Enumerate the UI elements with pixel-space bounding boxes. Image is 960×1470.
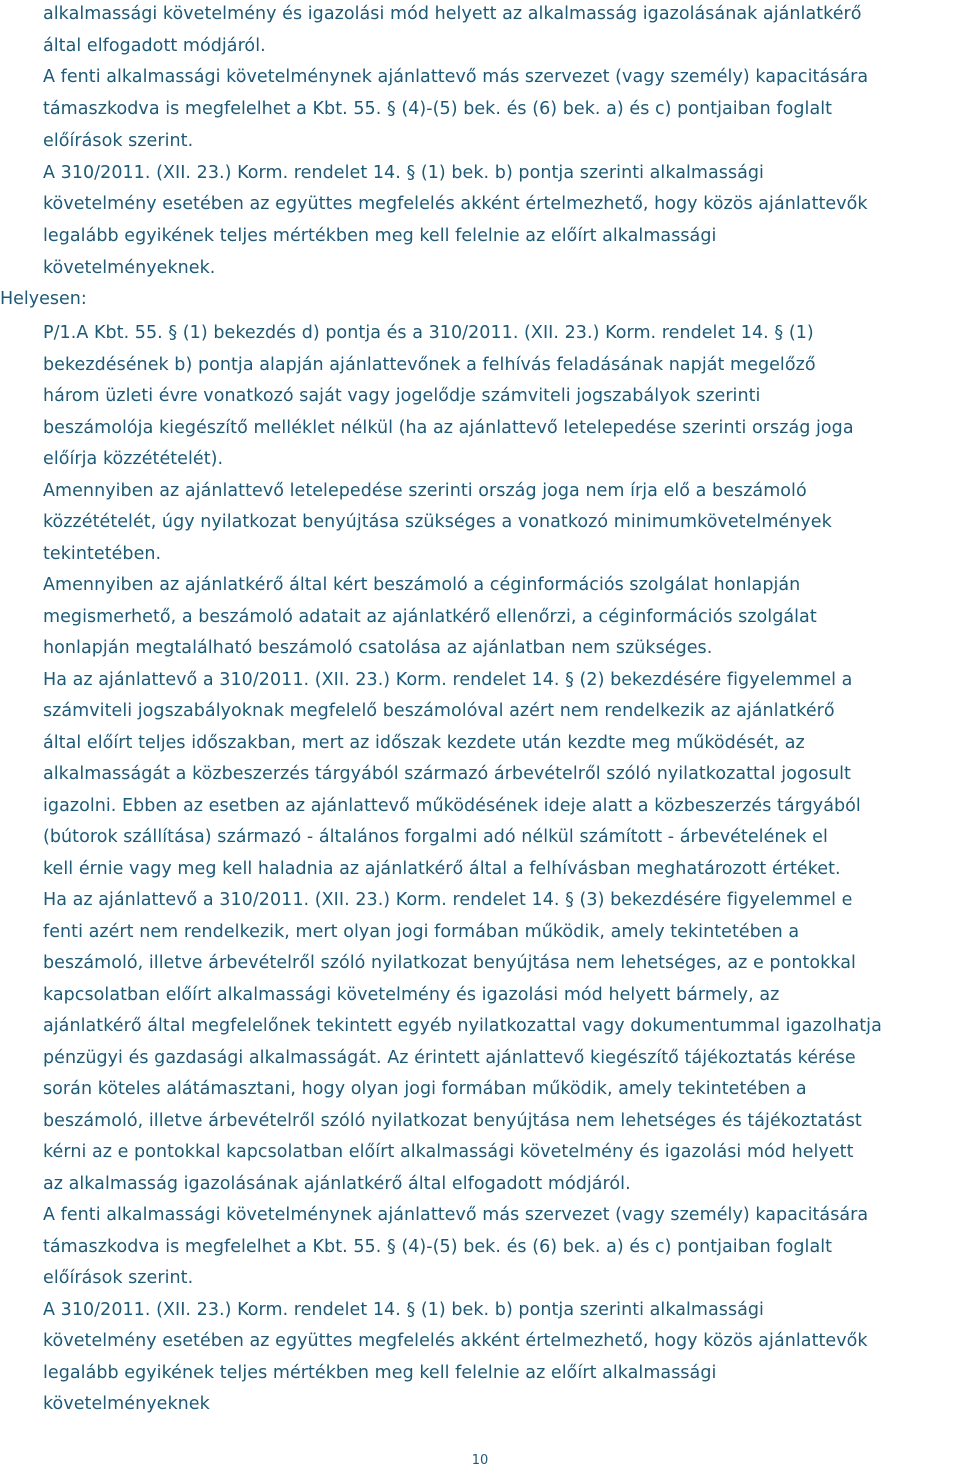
text-line: Amennyiben az ajánlatkérő által kért beszámoló a céginformációs szolgálat honlapján bbox=[43, 575, 801, 595]
text-line: kapcsolatban előírt alkalmassági követelmény és igazolási mód helyett bármely, az bbox=[43, 984, 780, 1005]
page-number: 10 bbox=[471, 1453, 489, 1468]
text-line: Ha az ajánlattevő a 310/2011. (XII. 23.) Korm. rendelet 14. § (3) bekezdésére figyelemmel e bbox=[43, 890, 853, 910]
text-line: kérni az e pontokkal kapcsolatban előírt alkalmassági követelmény és igazolási mód helyett bbox=[43, 1142, 854, 1162]
text-line: követelményeknek bbox=[43, 1394, 210, 1414]
text-line: támaszkodva is megfelelhet a Kbt. 55. § (4)-(5) bek. és (6) bek. a) és c) pontjaiban foglalt bbox=[43, 99, 833, 120]
text-line: A 310/2011. (XII. 23.) Korm. rendelet 14. § (1) bek. b) pontja szerinti alkalmassági bbox=[43, 1299, 764, 1320]
text-line: előírja közzétételét). bbox=[43, 449, 224, 469]
text-line: pénzügyi és gazdasági alkalmasságát. Az érintett ajánlattevő kiegészítő tájékoztatás kérése bbox=[43, 1047, 856, 1068]
text-line: beszámoló, illetve árbevételről szóló nyilatkozat benyújtása nem lehetséges és tájékoztatást bbox=[43, 1110, 862, 1131]
text-line: előírások szerint. bbox=[43, 1268, 194, 1288]
text-line: alkalmasságát a közbeszerzés tárgyából származó árbevételről szóló nyilatkozattal jogosult bbox=[43, 764, 851, 784]
text-line: honlapján megtalálható beszámoló csatolása az ajánlatban nem szükséges. bbox=[43, 638, 713, 658]
text-line: A 310/2011. (XII. 23.) Korm. rendelet 14. § (1) bek. b) pontja szerinti alkalmassági bbox=[43, 162, 764, 183]
text-line: az alkalmasság igazolásának ajánlatkérő által elfogadott módjáról. bbox=[43, 1173, 631, 1194]
text-line: Ha az ajánlattevő a 310/2011. (XII. 23.) Korm. rendelet 14. § (2) bekezdésére figyelemmel a bbox=[43, 669, 853, 690]
text-line: igazolni. Ebben az esetben az ajánlattevő működésének ideje alatt a közbeszerzés tárgyából bbox=[43, 795, 861, 816]
text-line: tekintetében. bbox=[43, 543, 162, 564]
text-line: követelmény esetében az együttes megfelelés akként értelmezhető, hogy közös ajánlattevők bbox=[43, 1331, 868, 1351]
text-line: számviteli jogszabályoknak megfelelő beszámolóval azért nem rendelkezik az ajánlatkérő bbox=[43, 701, 835, 721]
text-line: fenti azért nem rendelkezik, mert olyan jogi formában működik, amely tekintetében a bbox=[43, 921, 800, 942]
text-line: bekezdésének b) pontja alapján ajánlattevőnek a felhívás feladásának napját megelőző bbox=[43, 354, 816, 375]
text-line: alkalmassági követelmény és igazolási mód helyett az alkalmasság igazolásának ajánlatkérő bbox=[43, 4, 862, 24]
heading-helyesen: Helyesen: bbox=[0, 289, 87, 309]
text-line: kell érnie vagy meg kell haladnia az ajánlatkérő által a felhívásban meghatározott értéket. bbox=[43, 858, 841, 879]
text-line: beszámoló, illetve árbevételről szóló nyilatkozat benyújtása nem lehetséges, az e pontokkal bbox=[43, 953, 856, 973]
text-line: előírások szerint. bbox=[43, 130, 194, 151]
text-line: során köteles alátámasztani, hogy olyan jogi formában működik, amely tekintetében a bbox=[43, 1079, 807, 1099]
text-line: Amennyiben az ajánlattevő letelepedése szerinti ország joga nem írja elő a beszámoló bbox=[43, 480, 807, 501]
text-line: követelményeknek. bbox=[43, 257, 216, 278]
text-line: támaszkodva is megfelelhet a Kbt. 55. § (4)-(5) bek. és (6) bek. a) és c) pontjaiban foglalt bbox=[43, 1236, 833, 1257]
text-line: (bútorok szállítása) származó - általános forgalmi adó nélkül számított - árbevételének el bbox=[43, 827, 828, 847]
text-line: A fenti alkalmassági követelménynek ajánlattevő más szervezet (vagy személy) kapacitására bbox=[43, 1205, 869, 1225]
text-line: közzétételét, úgy nyilatkozat benyújtása szükséges a vonatkozó minimumkövetelmények bbox=[43, 512, 832, 532]
text-line: által elfogadott módjáról. bbox=[43, 35, 266, 56]
text-line: által előírt teljes időszakban, mert az időszak kezdete után kezdte meg működését, az bbox=[43, 732, 805, 753]
text-line: három üzleti évre vonatkozó saját vagy jogelődje számviteli jogszabályok szerinti bbox=[43, 386, 761, 406]
text-line: A fenti alkalmassági követelménynek ajánlattevő más szervezet (vagy személy) kapacitására bbox=[43, 67, 869, 88]
text-line: legalább egyikének teljes mértékben meg kell felelnie az előírt alkalmassági bbox=[43, 225, 717, 246]
text-line: legalább egyikének teljes mértékben meg kell felelnie az előírt alkalmassági bbox=[43, 1362, 717, 1383]
text-line: ajánlatkérő által megfelelőnek tekintett egyéb nyilatkozattal vagy dokumentummal igazolhatja bbox=[43, 1016, 882, 1036]
text-line: P/1.A Kbt. 55. § (1) bekezdés d) pontja és a 310/2011. (XII. 23.) Korm. rendelet 14. § (1) bbox=[43, 323, 814, 343]
text-line: követelmény esetében az együttes megfelelés akként értelmezhető, hogy közös ajánlattevők bbox=[43, 194, 868, 215]
text-line: megismerhető, a beszámoló adatait az ajánlatkérő ellenőrzi, a céginformációs szolgálat bbox=[43, 606, 817, 627]
text-line: beszámolója kiegészítő melléklet nélkül (ha az ajánlattevő letelepedése szerinti ország joga bbox=[43, 417, 854, 438]
